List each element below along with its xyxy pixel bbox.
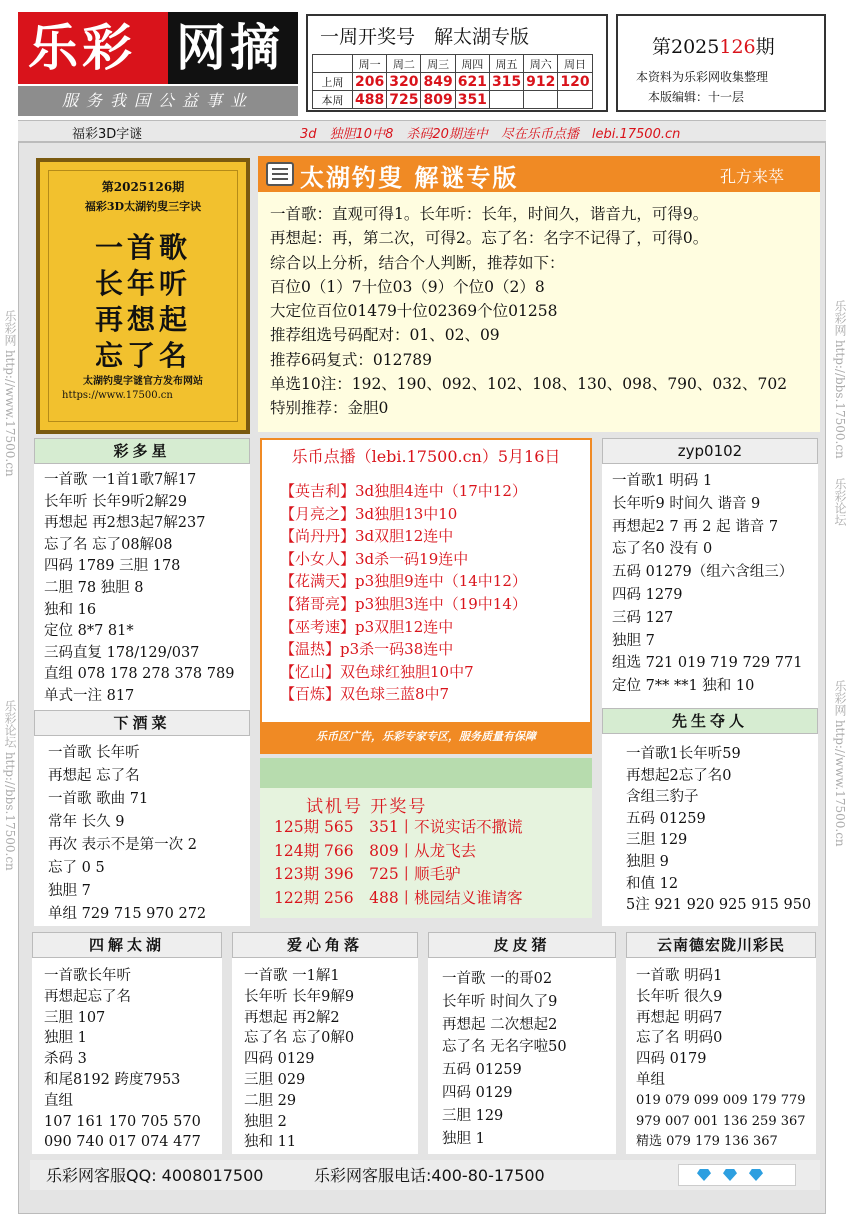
card-body [612, 470, 802, 698]
card-xiajiucai [34, 710, 250, 926]
weekly-draw-title: 一周开奖号 解太湖专版 [320, 26, 530, 48]
analysis-author: 孔方来萃 [719, 167, 784, 186]
tips-list [280, 480, 527, 706]
card-line: 忘了名 忘了0解0 [244, 1030, 355, 1047]
card-zyp0102 [602, 438, 818, 708]
trial-numbers [260, 758, 592, 918]
card-line: 定位 7** **1 独和 10 [612, 678, 755, 695]
card-body [44, 470, 234, 708]
watermark-left-top: 乐彩网 http://www.17500.cn [3, 310, 17, 477]
watermark-left-bottom: 乐彩论坛 http://bbs.17500.cn [3, 700, 17, 871]
analysis-line: 大定位百位01479十位02369个位01258 [270, 302, 558, 321]
card-line: 一首歌 长年听 [48, 745, 140, 761]
card-line: 090 740 017 074 477 [44, 1134, 201, 1151]
trial-list [274, 816, 523, 910]
card-line: 精选 079 179 136 367 [636, 1134, 778, 1150]
card-line: 直组 078 178 278 378 789 [44, 666, 235, 683]
card-line: 组选 721 019 719 729 771 [612, 655, 803, 672]
card-line: 独胆 7 [612, 632, 655, 649]
card-xiansheng [602, 708, 818, 926]
draw-number: 849 [421, 73, 455, 91]
draw-number: 809 [421, 91, 455, 109]
analysis-line: 一首歌：直观可得1。长年听：长年，时间久，谐音九，可得9。 [270, 205, 709, 223]
weekday-cell: 周五 [489, 55, 523, 73]
card-line: 五码 01259 [626, 810, 706, 827]
card-line: 019 079 099 009 179 779 [636, 1092, 806, 1108]
footer-bar [30, 1160, 820, 1190]
logo [18, 12, 298, 84]
card-body [636, 966, 806, 1153]
this-week-row [313, 91, 593, 109]
draw-number: 912 [524, 73, 558, 91]
diamond-icon [723, 1169, 737, 1181]
card-line: 四码 1279 [612, 586, 683, 603]
poster-riddle-line: 忘了名 [94, 339, 191, 372]
analysis-header [258, 156, 820, 192]
weekly-draw-box [306, 14, 608, 112]
card-line: 三胆 107 [44, 1009, 106, 1026]
issue-note: 本资料为乐彩网收集整理 [636, 70, 769, 84]
card-line: 一首歌 歌曲 71 [48, 791, 149, 807]
card-line: 再想起忘了名 [44, 988, 131, 1005]
card-line: 独胆 7 [48, 883, 91, 899]
trial-header-bar [260, 758, 592, 788]
tips-footer: 乐币区广告，乐彩专家专区，服务质量有保障 [262, 722, 590, 752]
card-caiduoxing [34, 438, 250, 710]
card-body [244, 966, 354, 1153]
card-line: 杀码 3 [44, 1051, 87, 1068]
card-line: 三胆 029 [244, 1071, 306, 1088]
weekday-row [313, 55, 593, 73]
analysis-line: 特别推荐：金胆0 [270, 399, 389, 418]
draw-number: 725 [387, 91, 421, 109]
tips-item[interactable]: 【花满天】p3独胆9连中（14中12） [280, 572, 527, 591]
row-label: 上周 [313, 73, 353, 91]
card-line: 三胆 129 [626, 832, 688, 849]
analysis-line: 再想起：再，第二次，可得2。忘了名：名字不记得了，可得0。 [270, 229, 709, 248]
analysis-title: 太湖钓叟 解谜专版 [300, 163, 519, 192]
card-line: 忘了名 无名字啦50 [442, 1039, 567, 1056]
tips-item[interactable]: 【猪哥亮】p3独胆3连中（19中14） [280, 594, 527, 613]
tips-item[interactable]: 【温热】p3杀一码38连中 [280, 640, 454, 659]
card-line: 四码 0129 [442, 1084, 513, 1101]
card-line: 三码 127 [612, 609, 674, 626]
card-sijie [32, 932, 222, 1154]
tips-item[interactable]: 【巫考速】p3双胆12连中 [280, 617, 454, 636]
last-week-row [313, 73, 593, 91]
card-line: 定位 8*7 81* [44, 623, 134, 640]
poster-riddle-line: 一首歌 [94, 231, 191, 264]
card-line: 979 007 001 136 259 367 [636, 1113, 806, 1129]
card-line: 一首歌长年听 [44, 968, 131, 984]
watermark-right-bottom: 乐彩网 http://www.17500.cn [833, 680, 847, 847]
analysis-line: 单选10注：192、190、092、102、108、130、098、790、032、702 [270, 375, 788, 394]
row-label: 本周 [313, 91, 353, 109]
card-body [626, 744, 811, 917]
draw-number [524, 91, 558, 109]
card-line: 单式一注 817 [44, 687, 135, 704]
issue-box [616, 14, 826, 112]
card-line: 和值 12 [626, 875, 679, 892]
card-line: 四码 0179 [636, 1051, 707, 1068]
customer-service-phone[interactable]: 乐彩网客服电话:400-80-17500 [314, 1166, 545, 1185]
card-title: 爱心角落 [232, 932, 418, 958]
card-aixin [232, 932, 418, 1154]
trial-row: 123期 396 725丨顺毛驴 [274, 865, 461, 883]
card-line: 四码 1789 三胆 178 [44, 558, 181, 575]
card-line: 独和 16 [44, 601, 97, 618]
card-yunnan [626, 932, 816, 1154]
analysis-line: 百位0（1）7十位03（9）个位0（2）8 [270, 277, 545, 296]
card-line: 一首歌 明码1 [636, 968, 723, 984]
trial-row: 122期 256 488丨桃园结义谁请客 [274, 888, 523, 907]
tips-item[interactable]: 【月亮之】3d独胆13中10 [280, 504, 458, 523]
weekday-cell: 周一 [353, 55, 387, 73]
card-line: 二胆 29 [244, 1092, 297, 1109]
weekday-cell: 周二 [387, 55, 421, 73]
card-line: 三胆 129 [442, 1107, 504, 1124]
weekday-cell: 周三 [421, 55, 455, 73]
lebi-tips [260, 438, 592, 754]
poster [36, 158, 250, 434]
diamond-icon [749, 1169, 763, 1181]
card-body [48, 742, 206, 926]
watermark-right-top: 乐彩网 http://bbs.17500.cn [833, 300, 847, 459]
card-line: 再想起2忘了名0 [626, 767, 732, 784]
diamond-icon [697, 1169, 711, 1181]
card-line: 长年听9 时间久 谐音 9 [612, 495, 761, 512]
card-line: 5注 921 920 925 915 950 [626, 897, 812, 914]
analysis-line: 推荐6码复式：012789 [270, 350, 433, 369]
card-pipizhu [428, 932, 616, 1154]
tips-item[interactable]: 【百炼】双色球三蓝8中7 [280, 685, 450, 704]
draw-number: 351 [455, 91, 489, 109]
card-line: 独胆 1 [44, 1030, 87, 1047]
draw-number: 120 [558, 73, 592, 91]
analysis-line: 推荐组选号码配对：01、02、09 [270, 326, 500, 345]
poster-riddle-line: 长年听 [94, 267, 191, 300]
analysis-body [270, 202, 818, 421]
card-line: 一首歌 一的哥02 [442, 971, 553, 987]
tips-item[interactable]: 【小女人】3d杀一码19连中 [280, 549, 469, 568]
card-line: 长年听 长年9解9 [244, 988, 355, 1005]
draw-number: 320 [387, 73, 421, 91]
trial-title: 试机号 开奖号 [306, 797, 428, 817]
card-line: 独和 11 [244, 1134, 297, 1151]
draw-number: 206 [353, 73, 387, 91]
card-line: 再想起 再2想3起7解237 [44, 515, 206, 532]
card-line: 再次 表示不是第一次 2 [48, 837, 197, 853]
card-title: 彩多星 [34, 438, 250, 464]
book-icon [266, 162, 294, 186]
tips-title[interactable]: 乐币点播（lebi.17500.cn）5月16日 [291, 447, 561, 466]
watermark-right-mid: 乐彩论坛 [833, 478, 847, 526]
gem-rating [678, 1164, 796, 1186]
card-line: 独胆 2 [244, 1113, 287, 1130]
card-line: 含组三豹子 [626, 789, 699, 806]
card-line: 再想起 明码7 [636, 1009, 723, 1026]
card-body [44, 966, 201, 1153]
card-line: 一首歌 一1首1歌7解17 [44, 472, 197, 488]
card-line: 和尾8192 跨度7953 [44, 1071, 181, 1088]
card-line: 长年听 长年9听2解29 [44, 493, 188, 510]
promo-text[interactable]: 3d 独胆10中8 杀码20期连中 尽在乐币点播 lebi.17500.cn [300, 127, 681, 142]
weekly-draw-table [312, 54, 593, 109]
card-line: 一首歌1 明码 1 [612, 473, 713, 489]
card-line: 单组 729 715 970 272 [48, 906, 207, 922]
poster-url[interactable]: https://www.17500.cn [62, 390, 173, 401]
card-line: 三码直复 178/129/037 [44, 644, 200, 661]
card-line: 忘了名 明码0 [636, 1030, 723, 1047]
category-label: 福彩3D字谜 [72, 127, 143, 142]
issue-editor: 本版编辑：十一层 [648, 90, 745, 104]
draw-number [558, 91, 592, 109]
card-body [442, 968, 567, 1150]
logo-black-text: 网摘 [168, 12, 298, 84]
card-line: 五码 01259 [442, 1062, 522, 1079]
tips-item[interactable]: 【英吉利】3d独胆4连中（17中12） [280, 482, 527, 500]
card-title: 四解太湖 [32, 932, 222, 958]
poster-footer: 太湖钓叟字谜官方发布网站 [83, 376, 203, 387]
card-line: 再想起 再2解2 [244, 1009, 340, 1026]
card-title: 下酒菜 [34, 710, 250, 736]
poster-riddle-line: 再想起 [94, 303, 191, 336]
card-line: 再想起2 7 再 2 起 谐音 7 [612, 518, 779, 535]
card-line: 独胆 9 [626, 853, 669, 870]
weekday-cell: 周六 [524, 55, 558, 73]
card-line: 忘了名 忘了08解08 [44, 536, 173, 553]
card-line: 一首歌1长年听59 [626, 746, 741, 762]
card-line: 常年 长久 9 [48, 814, 125, 830]
draw-number: 488 [353, 91, 387, 109]
draw-number: 315 [489, 73, 523, 91]
issue-number: 第2025126期 [652, 36, 775, 58]
tips-item[interactable]: 【尚丹丹】3d双胆12连中 [280, 527, 454, 546]
trial-row: 125期 565 351丨不说实话不撒谎 [274, 818, 523, 836]
tips-item[interactable]: 【忆山】双色球红独胆10中7 [280, 662, 474, 681]
card-line: 单组 [636, 1071, 665, 1088]
trial-row: 124期 766 809丨从龙飞去 [274, 841, 477, 860]
card-line: 长年听 时间久了9 [442, 993, 558, 1010]
card-line: 一首歌 一1解1 [244, 968, 340, 984]
card-title: 先生夺人 [602, 708, 818, 734]
poster-subtitle: 福彩3D太湖钓叟三字诀 [84, 200, 202, 213]
card-title: zyp0102 [602, 438, 818, 464]
card-line: 独胆 1 [442, 1130, 485, 1147]
card-title: 皮皮猪 [428, 932, 616, 958]
weekday-cell: 周日 [558, 55, 592, 73]
card-line: 忘了名0 没有 0 [612, 541, 713, 558]
draw-number: 621 [455, 73, 489, 91]
card-line: 二胆 78 独胆 8 [44, 579, 144, 596]
analysis-line: 综合以上分析，结合个人判断，推荐如下： [270, 253, 565, 272]
slogan: 服务我国公益事业 [18, 86, 298, 116]
draw-number [489, 91, 523, 109]
card-line: 再想起 二次想起2 [442, 1016, 558, 1033]
poster-issue: 第2025126期 [101, 180, 185, 194]
customer-service-qq[interactable]: 乐彩网客服QQ: 4008017500 [46, 1166, 264, 1185]
card-line: 五码 01279（组六含组三） [612, 564, 794, 581]
card-line: 107 161 170 705 570 [44, 1113, 201, 1130]
card-line: 四码 0129 [244, 1051, 315, 1068]
weekday-cell: 周四 [455, 55, 489, 73]
category-strip [18, 120, 826, 142]
card-line: 长年听 很久9 [636, 988, 723, 1005]
card-line: 直组 [44, 1092, 73, 1109]
analysis-panel [258, 156, 820, 432]
card-title: 云南德宏陇川彩民 [626, 932, 816, 958]
logo-red-text: 乐彩 [28, 19, 136, 77]
card-line: 忘了 0 5 [48, 860, 105, 876]
card-line: 再想起 忘了名 [48, 768, 140, 784]
